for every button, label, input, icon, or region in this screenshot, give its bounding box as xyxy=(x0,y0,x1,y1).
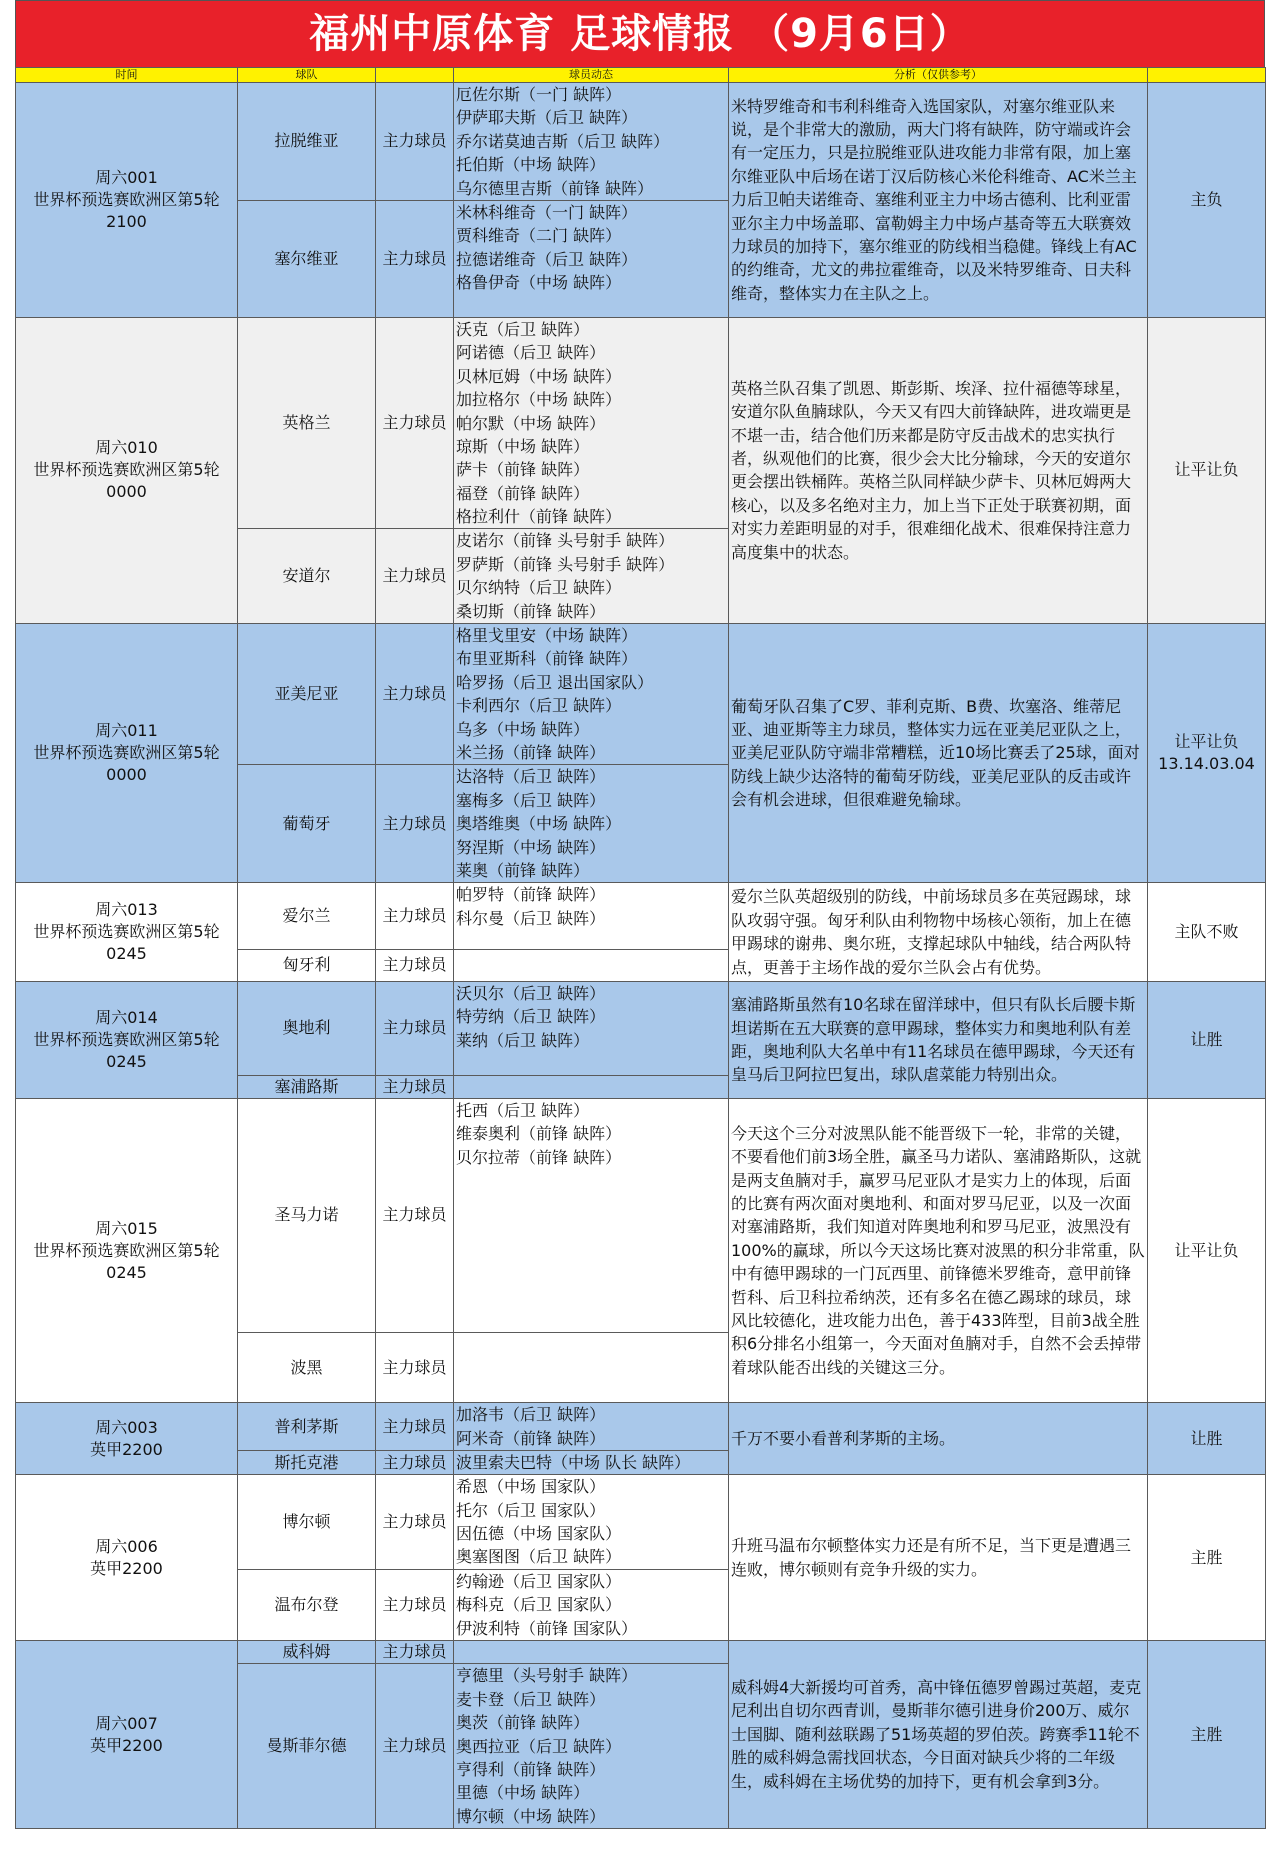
team-role: 主力球员 xyxy=(376,1332,454,1402)
player-item: 约翰逊（后卫 国家队） xyxy=(456,1571,622,1591)
header-players: 球员动态 xyxy=(454,68,729,83)
player-item: 帕罗特（前锋 缺阵） xyxy=(456,885,606,905)
analysis-text: 爱尔兰队英超级别的防线，中前场球员多在英冠踢球，球队攻弱守强。匈牙利队由利物物中场核心领衔，加上在德甲踢球的谢弗、奥尔班，支撑起球队中轴线，结合两队特点，更善于主场作战的爱尔兰队会占有优势。 xyxy=(729,883,1148,982)
player-item: 卡利西尔（后卫 缺阵） xyxy=(456,696,622,716)
match-row xyxy=(16,883,1266,949)
player-list xyxy=(454,1475,729,1570)
player-item: 哈罗扬（后卫 退出国家队） xyxy=(456,672,654,692)
player-item: 贝林厄姆（中场 缺阵） xyxy=(456,366,622,386)
team-name: 英格兰 xyxy=(238,317,376,529)
header-prediction xyxy=(1148,68,1266,83)
player-list xyxy=(454,949,729,981)
player-list xyxy=(454,1075,729,1098)
match-time-line: 周六015 xyxy=(95,1218,158,1238)
player-list xyxy=(454,883,729,949)
match-time-line: 2100 xyxy=(106,211,147,231)
team-name: 波黑 xyxy=(238,1332,376,1402)
player-item: 福登（前锋 缺阵） xyxy=(456,483,590,503)
player-list xyxy=(454,317,729,529)
header-role xyxy=(376,68,454,83)
player-item: 阿诺德（后卫 缺阵） xyxy=(456,343,606,363)
team-name: 爱尔兰 xyxy=(238,883,376,949)
team-role: 主力球员 xyxy=(376,949,454,981)
analysis-text: 威科姆4大新援均可首秀，高中锋伍德罗曾踢过英超，麦克尼利出自切尔西青训，曼斯菲尔德引进身价200万、威尔士国脚、随利兹联踢了51场英超的罗伯茨。跨赛季11轮不胜的威科姆急需找回状态，今日面对缺兵少将的二年级生，威科姆在主场优势的加持下，更有机会拿到3分。 xyxy=(729,1641,1148,1829)
analysis-text: 英格兰队召集了凯恩、斯彭斯、埃泽、拉什福德等球星，安道尔队鱼腩球队，今天又有四大前锋缺阵，进攻端更是不堪一击，结合他们历来都是防守反击战术的忠实执行者，纵观他们的比赛，很少会大比分输球，今天的安道尔更会摆出铁桶阵。英格兰队同样缺少萨卡、贝林厄姆两大核心，以及多名绝对主力，加上当下正处于联赛初期，面对实力差距明显的对手，很难细化战术、很难保持注意力高度集中的状态。 xyxy=(729,317,1148,623)
match-time-line: 英甲2200 xyxy=(90,1439,163,1459)
analysis-text: 米特罗维奇和韦利科维奇入选国家队，对塞尔维亚队来说，是个非常大的激励，两大门将有缺阵，防守端或许会有一定压力，只是拉脱维亚队进攻能力非常有限，加上塞尔维亚队中后场在诺丁汉后防核心米伦科维奇、AC米兰主力后卫帕夫诺维奇、塞维利亚主力中场古德利、比利亚雷亚尔主力中场盖耶、富勒姆主力中场卢基奇等五大联赛效力球员的加持下，塞尔维亚的防线相当稳健。锋线上有AC的约维奇，尤文的弗拉霍维奇，以及米特罗维奇、日夫科维奇，整体实力在主队之上。 xyxy=(729,83,1148,318)
player-item: 里德（中场 缺阵） xyxy=(456,1783,590,1803)
player-list xyxy=(454,981,729,1075)
player-item: 奥塔维奥（中场 缺阵） xyxy=(456,814,622,834)
player-item: 博尔顿（中场 缺阵） xyxy=(456,1806,606,1826)
team-role: 主力球员 xyxy=(376,317,454,529)
match-row xyxy=(16,317,1266,529)
player-item: 托伯斯（中场 缺阵） xyxy=(456,155,606,175)
player-item: 托西（后卫 缺阵） xyxy=(456,1100,590,1120)
analysis-text: 塞浦路斯虽然有10名球在留洋球中，但只有队长后腰卡斯坦诺斯在五大联赛的意甲踢球，整体实力和奥地利队有差距，奥地利队大名单中有11名球员在德甲踢球，今天还有皇马后卫阿拉巴复出，球队虐菜能力特别出众。 xyxy=(729,981,1148,1098)
match-row xyxy=(16,83,1266,201)
player-item: 乌多（中场 缺阵） xyxy=(456,719,590,739)
prediction-cell xyxy=(1148,1475,1266,1641)
player-item: 奥茨（前锋 缺阵） xyxy=(456,1713,590,1733)
team-role: 主力球员 xyxy=(376,1664,454,1829)
team-name: 奥地利 xyxy=(238,981,376,1075)
prediction-line: 13.14.03.04 xyxy=(1158,754,1255,774)
match-row xyxy=(16,1098,1266,1332)
player-list xyxy=(454,83,729,201)
player-item: 罗萨斯（前锋 头号射手 缺阵） xyxy=(456,554,675,574)
team-role: 主力球员 xyxy=(376,624,454,765)
player-item: 米兰扬（前锋 缺阵） xyxy=(456,742,606,762)
player-item: 沃克（后卫 缺阵） xyxy=(456,319,590,339)
player-list xyxy=(454,1569,729,1640)
match-time-line: 0000 xyxy=(106,482,147,502)
player-list xyxy=(454,1098,729,1332)
match-time-line: 0245 xyxy=(106,1051,147,1071)
player-list xyxy=(454,200,729,317)
prediction-cell xyxy=(1148,1641,1266,1829)
analysis-text: 升班马温布尔顿整体实力还是有所不足，当下更是遭遇三连败，博尔顿则有竞争升级的实力。 xyxy=(729,1475,1148,1641)
match-row xyxy=(16,1403,1266,1451)
team-role: 主力球员 xyxy=(376,1450,454,1474)
prediction-cell xyxy=(1148,883,1266,982)
team-role: 主力球员 xyxy=(376,1641,454,1664)
team-name: 塞尔维亚 xyxy=(238,200,376,317)
prediction-line: 主胜 xyxy=(1190,1724,1223,1744)
team-role: 主力球员 xyxy=(376,765,454,883)
prediction-line: 主队不败 xyxy=(1174,922,1239,942)
player-item: 亨得利（前锋 缺阵） xyxy=(456,1759,606,1779)
match-time-line: 周六007 xyxy=(95,1713,158,1733)
team-role: 主力球员 xyxy=(376,1475,454,1570)
match-time-cell xyxy=(16,624,238,883)
player-item: 特劳纳（后卫 缺阵） xyxy=(456,1007,606,1027)
match-time-line: 周六011 xyxy=(95,721,158,741)
match-time-line: 周六001 xyxy=(95,167,158,187)
player-item: 桑切斯（前锋 缺阵） xyxy=(456,601,606,621)
player-item: 亨德里（头号射手 缺阵） xyxy=(456,1666,638,1686)
player-item: 格里戈里安（中场 缺阵） xyxy=(456,626,638,646)
team-name: 匈牙利 xyxy=(238,949,376,981)
team-name: 拉脱维亚 xyxy=(238,83,376,201)
analysis-text: 葡萄牙队召集了C罗、菲利克斯、B费、坎塞洛、维蒂尼亚、迪亚斯等主力球员，整体实力远在亚美尼亚队之上，亚美尼亚队防守端非常糟糕，近10场比赛丢了25球，面对防线上缺少达洛特的葡萄牙防线，亚美尼亚队的反击或许会有机会进球，但很难避免输球。 xyxy=(729,624,1148,883)
match-time-line: 周六014 xyxy=(95,1007,158,1027)
team-name: 威科姆 xyxy=(238,1641,376,1664)
player-item: 维泰奥利（前锋 缺阵） xyxy=(456,1124,622,1144)
player-list xyxy=(454,529,729,624)
match-time-cell xyxy=(16,1098,238,1402)
match-time-line: 世界杯预选赛欧洲区第5轮 xyxy=(33,189,220,209)
match-time-line: 0000 xyxy=(106,765,147,785)
page-title: 福州中原体育 足球情报 （9月6日） xyxy=(15,0,1265,67)
prediction-cell xyxy=(1148,1403,1266,1475)
prediction-cell xyxy=(1148,981,1266,1098)
player-item: 麦卡登（后卫 缺阵） xyxy=(456,1689,606,1709)
player-item: 厄佐尔斯（一门 缺阵） xyxy=(456,85,622,104)
prediction-cell xyxy=(1148,624,1266,883)
player-item: 伊波利特（前锋 国家队） xyxy=(456,1618,638,1638)
player-item: 米林科维奇（一门 缺阵） xyxy=(456,202,638,222)
analysis-text: 千万不要小看普利茅斯的主场。 xyxy=(729,1403,1148,1475)
match-row xyxy=(16,624,1266,765)
player-list xyxy=(454,1332,729,1402)
prediction-line: 让胜 xyxy=(1190,1029,1223,1049)
player-item: 帕尔默（中场 缺阵） xyxy=(456,413,606,433)
match-time-line: 世界杯预选赛欧洲区第5轮 xyxy=(33,1029,220,1049)
team-role: 主力球员 xyxy=(376,83,454,201)
team-name: 普利茅斯 xyxy=(238,1403,376,1451)
player-item: 加拉格尔（中场 缺阵） xyxy=(456,390,622,410)
player-item: 格拉利什（前锋 缺阵） xyxy=(456,507,622,527)
player-item: 沃贝尔（后卫 缺阵） xyxy=(456,983,606,1003)
match-time-line: 世界杯预选赛欧洲区第5轮 xyxy=(33,922,220,942)
player-item: 贝尔拉蒂（前锋 缺阵） xyxy=(456,1147,622,1167)
player-item: 科尔曼（后卫 缺阵） xyxy=(456,908,606,928)
match-time-cell xyxy=(16,883,238,982)
team-role: 主力球员 xyxy=(376,200,454,317)
player-item: 加洛韦（后卫 缺阵） xyxy=(456,1405,606,1425)
match-time-cell xyxy=(16,1475,238,1641)
player-item: 伊萨耶夫斯（后卫 缺阵） xyxy=(456,108,638,128)
player-item: 达洛特（后卫 缺阵） xyxy=(456,767,606,787)
prediction-cell xyxy=(1148,1098,1266,1402)
player-list xyxy=(454,1664,729,1829)
player-item: 梅科克（后卫 国家队） xyxy=(456,1595,622,1615)
analysis-text: 今天这个三分对波黑队能不能晋级下一轮，非常的关键，不要看他们前3场全胜，赢圣马力诺队、塞浦路斯队，这就是两支鱼腩对手，赢罗马尼亚队才是实力上的体现，后面的比赛有两次面对奥地利、和面对罗马尼亚，以及一次面对塞浦路斯，我们知道对阵奥地利和罗马尼亚，波黑没有100%的赢球，所以今天这场比赛对波黑的积分非常重，队中有德甲踢球的一门瓦西里、前锋德米罗维奇，意甲前锋哲科、后卫科拉希纳茨，还有多名在德乙踢球的球员，球风比较德化，进攻能力出色，善于433阵型，目前3战全胜积6分排名小组第一，今天面对鱼腩对手，自然不会丢掉带着球队能否出线的关键这三分。 xyxy=(729,1098,1148,1402)
header-team: 球队 xyxy=(238,68,376,83)
intel-table xyxy=(15,67,1266,1829)
match-time-cell xyxy=(16,1403,238,1475)
player-list xyxy=(454,1450,729,1474)
match-time-line: 周六013 xyxy=(95,900,158,920)
prediction-cell xyxy=(1148,83,1266,318)
player-list xyxy=(454,1403,729,1451)
match-row xyxy=(16,981,1266,1075)
player-item: 布里亚斯科（前锋 缺阵） xyxy=(456,649,638,669)
team-name: 斯托克港 xyxy=(238,1450,376,1474)
team-role: 主力球员 xyxy=(376,1075,454,1098)
header-row xyxy=(16,68,1266,83)
match-time-line: 英甲2200 xyxy=(90,1558,163,1578)
team-role: 主力球员 xyxy=(376,1569,454,1640)
team-role: 主力球员 xyxy=(376,529,454,624)
player-list xyxy=(454,624,729,765)
match-row xyxy=(16,1641,1266,1664)
player-item: 波里索夫巴特（中场 队长 缺阵） xyxy=(456,1452,691,1472)
player-item: 琼斯（中场 缺阵） xyxy=(456,436,590,456)
header-time: 时间 xyxy=(16,68,238,83)
prediction-line: 主负 xyxy=(1190,189,1223,209)
prediction-line: 让平让负 xyxy=(1174,460,1239,480)
team-role: 主力球员 xyxy=(376,1098,454,1332)
team-name: 博尔顿 xyxy=(238,1475,376,1570)
player-item: 托尔（后卫 国家队） xyxy=(456,1500,606,1520)
player-item: 贾科维奇（二门 缺阵） xyxy=(456,226,622,246)
match-time-line: 世界杯预选赛欧洲区第5轮 xyxy=(33,1240,220,1260)
player-item: 乔尔诺莫迪吉斯（后卫 缺阵） xyxy=(456,131,670,151)
match-time-line: 周六006 xyxy=(95,1536,158,1556)
player-item: 希恩（中场 国家队） xyxy=(456,1477,606,1497)
player-item: 贝尔纳特（后卫 缺阵） xyxy=(456,578,622,598)
match-time-line: 世界杯预选赛欧洲区第5轮 xyxy=(33,460,220,480)
match-row xyxy=(16,1475,1266,1570)
player-item: 拉德诺维奇（后卫 缺阵） xyxy=(456,249,638,269)
team-name: 安道尔 xyxy=(238,529,376,624)
player-item: 奥西拉亚（后卫 缺阵） xyxy=(456,1736,622,1756)
prediction-line: 让平让负 xyxy=(1174,1240,1239,1260)
match-time-line: 周六010 xyxy=(95,438,158,458)
player-item: 阿米奇（前锋 缺阵） xyxy=(456,1428,606,1448)
player-item: 奥塞图图（后卫 缺阵） xyxy=(456,1547,622,1567)
player-item: 格鲁伊奇（中场 缺阵） xyxy=(456,273,622,293)
match-time-cell xyxy=(16,981,238,1098)
match-time-line: 0245 xyxy=(106,944,147,964)
match-time-line: 世界杯预选赛欧洲区第5轮 xyxy=(33,743,220,763)
team-name: 圣马力诺 xyxy=(238,1098,376,1332)
player-item: 莱纳（后卫 缺阵） xyxy=(456,1030,590,1050)
match-time-cell xyxy=(16,83,238,318)
match-time-line: 0245 xyxy=(106,1262,147,1282)
player-list xyxy=(454,765,729,883)
prediction-line: 让胜 xyxy=(1190,1428,1223,1448)
player-list xyxy=(454,1641,729,1664)
team-name: 亚美尼亚 xyxy=(238,624,376,765)
sheet xyxy=(15,0,1265,1829)
match-time-line: 英甲2200 xyxy=(90,1735,163,1755)
header-analysis: 分析（仅供参考） xyxy=(729,68,1148,83)
team-role: 主力球员 xyxy=(376,1403,454,1451)
prediction-line: 让平让负 xyxy=(1174,732,1239,752)
team-name: 葡萄牙 xyxy=(238,765,376,883)
team-role: 主力球员 xyxy=(376,883,454,949)
prediction-cell xyxy=(1148,317,1266,623)
team-role: 主力球员 xyxy=(376,981,454,1075)
prediction-line: 主胜 xyxy=(1190,1547,1223,1567)
team-name: 曼斯菲尔德 xyxy=(238,1664,376,1829)
team-name: 温布尔登 xyxy=(238,1569,376,1640)
player-item: 皮诺尔（前锋 头号射手 缺阵） xyxy=(456,531,675,551)
team-name: 塞浦路斯 xyxy=(238,1075,376,1098)
player-item: 莱奥（前锋 缺阵） xyxy=(456,860,590,880)
player-item: 因伍德（中场 国家队） xyxy=(456,1524,622,1544)
match-time-cell xyxy=(16,317,238,623)
player-item: 塞梅多（后卫 缺阵） xyxy=(456,790,606,810)
match-time-cell xyxy=(16,1641,238,1829)
player-item: 萨卡（前锋 缺阵） xyxy=(456,460,590,480)
player-item: 努涅斯（中场 缺阵） xyxy=(456,837,606,857)
player-item: 乌尔德里吉斯（前锋 缺阵） xyxy=(456,178,654,198)
match-time-line: 周六003 xyxy=(95,1417,158,1437)
